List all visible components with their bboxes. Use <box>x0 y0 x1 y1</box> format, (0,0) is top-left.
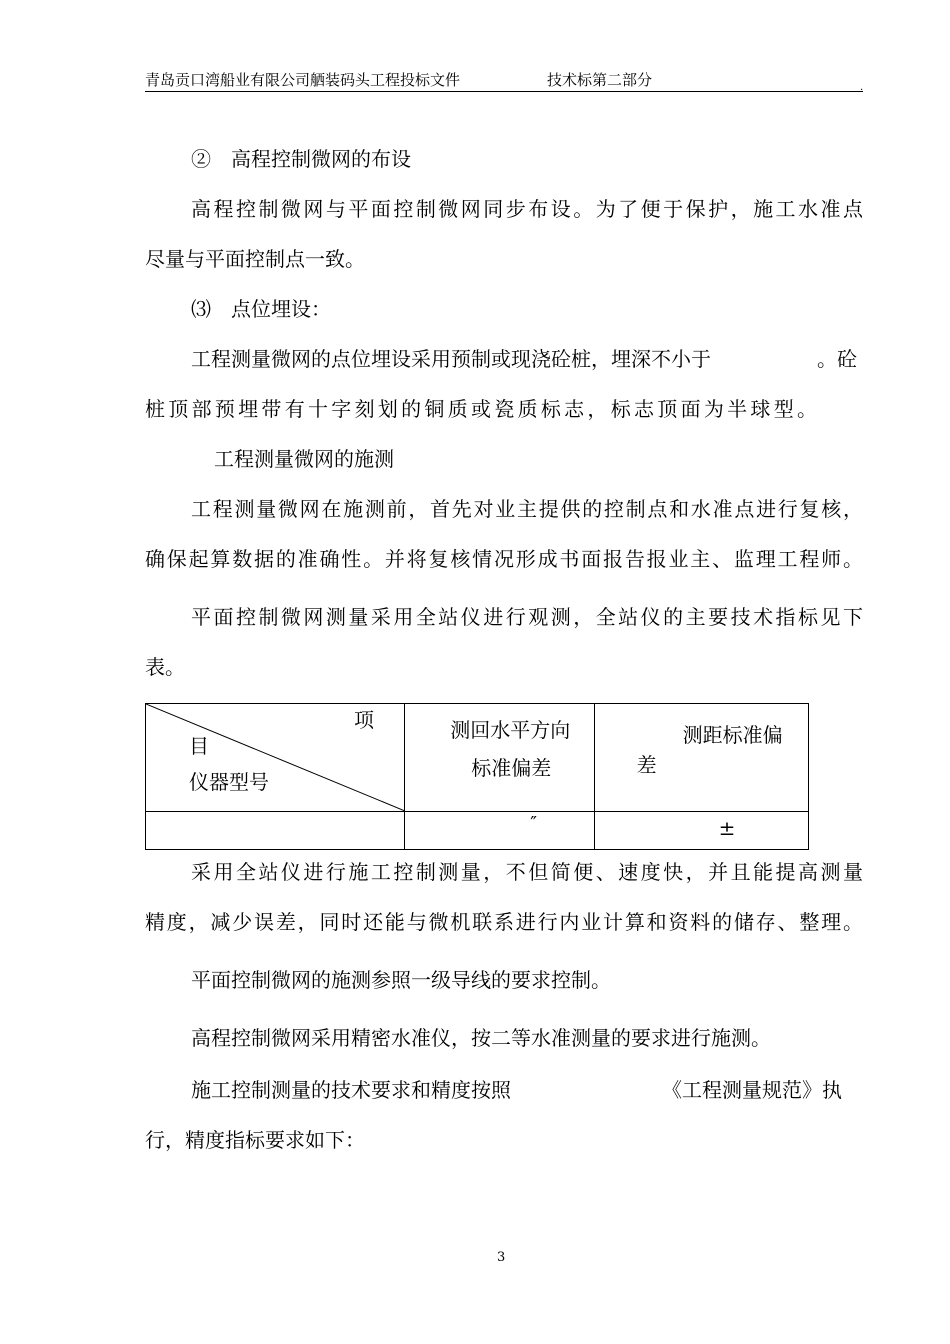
paragraph-line: 高程控制微网与平面控制微网同步布设。为了便于保护，施工水准点 <box>191 197 863 221</box>
header-document-title: 青岛贡口湾船业有限公司舾装码头工程投标文件 <box>145 71 461 89</box>
table-corner-cell <box>146 704 405 812</box>
table-cell-distance-value <box>594 812 808 850</box>
paragraph-line-end: 《工程测量规范》执 <box>662 1078 842 1102</box>
paragraph-line: 行，精度指标要求如下： <box>145 1128 365 1152</box>
corner-label-item: 项 <box>354 708 374 732</box>
instrument-spec-table <box>145 703 809 850</box>
paragraph-line: 精度，减少误差，同时还能与微机联系进行内业计算和资料的储存、整理。 <box>145 910 863 934</box>
paragraph-line: 高程控制微网采用精密水准仪，按二等水准测量的要求进行施测。 <box>191 1026 771 1050</box>
table-header-angle-deviation <box>405 704 594 812</box>
header-label-line1: 测回水平方向 <box>450 718 571 742</box>
corner-label-item-cont: 目 <box>189 734 209 758</box>
table-cell-angle-value <box>405 812 594 850</box>
paragraph-line: 表。 <box>145 655 185 679</box>
header-label-line2: 标准偏差 <box>471 756 552 780</box>
header-label-line2: 差 <box>636 753 657 777</box>
header-mark: . <box>860 82 864 93</box>
plus-minus-symbol: ± <box>718 816 736 840</box>
seconds-symbol: ″ <box>530 813 537 834</box>
paragraph-line-end: 。砼 <box>817 347 857 371</box>
page-number: 3 <box>497 1250 506 1265</box>
page-header <box>145 70 863 92</box>
table-header-distance-deviation <box>594 704 808 812</box>
header-rule <box>145 91 863 92</box>
table-row <box>146 812 809 850</box>
subheading-network-survey: 工程测量微网的施测 <box>214 447 394 471</box>
table-cell-model <box>146 812 405 850</box>
paragraph-line: 采用全站仪进行施工控制测量，不但简便、速度快，并且能提高测量 <box>191 860 863 884</box>
paragraph-line: 施工控制测量的技术要求和精度按照 <box>191 1078 511 1102</box>
paragraph-line: 桩顶部预埋带有十字刻划的铜质或瓷质标志，标志顶面为半球型。 <box>145 397 817 421</box>
corner-label-instrument-model: 仪器型号 <box>189 770 269 794</box>
paragraph-line: 确保起算数据的准确性。并将复核情况形成书面报告报业主、监理工程师。 <box>145 547 863 571</box>
paragraph-line: 平面控制微网测量采用全站仪进行观测，全站仪的主要技术指标见下 <box>191 605 863 629</box>
paragraph-line: 尽量与平面控制点一致。 <box>145 247 365 271</box>
paragraph-line: 工程测量微网在施测前，首先对业主提供的控制点和水准点进行复核， <box>191 497 863 521</box>
header-section-title: 技术标第二部分 <box>547 71 653 89</box>
subheading-elevation-network: ② 高程控制微网的布设 <box>191 147 411 171</box>
table-header-row <box>146 704 809 812</box>
subheading-point-burial: ⑶ 点位埋设： <box>191 297 331 321</box>
paragraph-line: 平面控制微网的施测参照一级导线的要求控制。 <box>191 968 611 992</box>
paragraph-line: 工程测量微网的点位埋设采用预制或现浇砼桩，埋深不小于 <box>191 347 711 371</box>
header-label-line1: 测距标准偏 <box>682 723 783 747</box>
